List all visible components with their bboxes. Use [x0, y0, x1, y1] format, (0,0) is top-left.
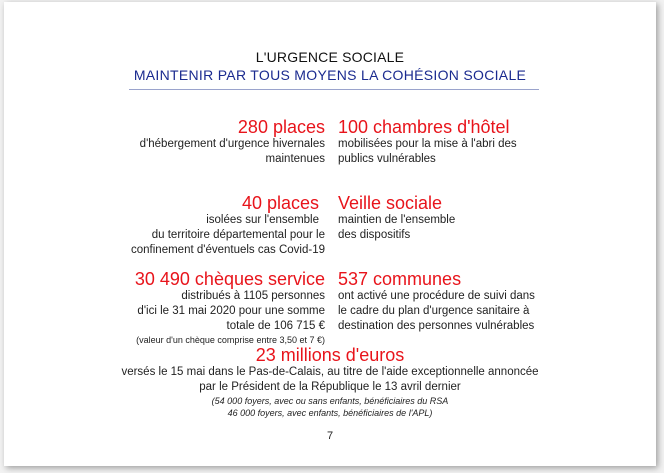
title-divider — [129, 89, 539, 90]
stat-note: (valeur d'un chèque comprise entre 3,50 et 7 €) — [136, 335, 325, 345]
stat-hotel-rooms — [338, 117, 517, 167]
stat-text: le cadre du plan d'urgence sanitaire à — [338, 305, 530, 317]
stat-text: totale de 106 715 € — [226, 320, 325, 332]
stat-280-places — [140, 117, 325, 167]
stat-note: 46 000 foyers, avec enfants, bénéficiaires de l'APL) — [227, 408, 433, 418]
stat-text: confinement d'éventuels cas Covid-19 — [131, 244, 325, 256]
page-number: 7 — [326, 430, 334, 442]
stat-heading: 537 communes — [338, 269, 462, 289]
stat-text: par le Président de la République le 13 avril dernier — [199, 381, 461, 393]
stat-heading: 100 chambres d'hôtel — [338, 117, 510, 137]
stat-text: d'ici le 31 mai 2020 pour une somme — [137, 305, 325, 317]
stat-40-places — [131, 193, 325, 258]
stat-537-communes — [338, 269, 535, 334]
stat-text: ont activé une procédure de suivi dans — [338, 290, 535, 302]
stat-text: isolées sur l'ensemble — [206, 214, 319, 226]
stat-text: versés le 15 mai dans le Pas-de-Calais, au titre de l'aide exceptionnelle annoncée — [121, 366, 539, 378]
stat-text: d'hébergement d'urgence hivernales — [139, 138, 325, 150]
stat-text: du territoire départemental pour le — [151, 229, 325, 241]
stat-text: destination des personnes vulnérables — [338, 320, 535, 332]
stat-text: maintenues — [265, 153, 325, 165]
stat-heading: 40 places — [241, 193, 319, 213]
stat-23-millions — [4, 345, 656, 419]
section-title: L'URGENCE SOCIALE — [255, 49, 405, 65]
document-page — [4, 2, 656, 466]
stat-heading: 280 places — [237, 117, 325, 137]
stat-text: publics vulnérables — [338, 153, 436, 165]
stat-text: mobilisées pour la mise à l'abri des — [338, 138, 517, 150]
stat-heading: 30 490 chèques service — [134, 269, 325, 289]
stat-text: maintien de l'ensemble — [338, 214, 456, 226]
stat-text: des dispositifs — [338, 229, 411, 241]
stat-note: (54 000 foyers, avec ou sans enfants, bénéficiaires du RSA — [211, 396, 449, 406]
stat-veille-sociale — [338, 193, 455, 243]
stat-heading: Veille sociale — [338, 193, 443, 213]
section-subtitle: MAINTENIR PAR TOUS MOYENS LA COHÉSION SOCIALE — [133, 67, 527, 83]
stat-text: distribués à 1105 personnes — [181, 290, 325, 302]
stat-cheques-service — [135, 269, 325, 346]
stat-heading: 23 millions d'euros — [255, 345, 405, 365]
